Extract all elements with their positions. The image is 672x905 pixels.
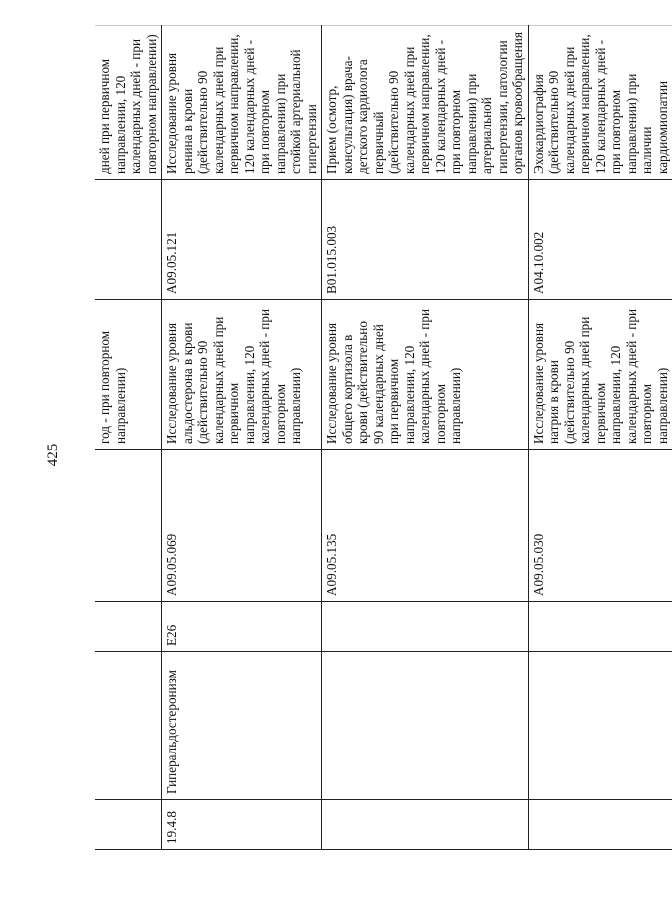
diagnosis-cell bbox=[528, 652, 672, 800]
row-number-cell: 19.4.8 bbox=[162, 800, 322, 850]
service-code-cell: A09.05.135 bbox=[322, 450, 529, 602]
diagnosis-cell bbox=[322, 652, 529, 800]
service-code-cell bbox=[95, 450, 162, 602]
services-table bbox=[95, 25, 672, 850]
table-row bbox=[162, 26, 322, 850]
row-number-cell bbox=[528, 800, 672, 850]
landscape-sheet bbox=[95, 26, 670, 850]
service-code-cell-2: A04.10.002 bbox=[528, 180, 672, 300]
service-code-cell-2: B01.015.003 bbox=[322, 180, 529, 300]
service-name-cell: Исследование уровня натрия в крови (действительно 90 календарных дней при первичном направлении, 120 календарных дней - при повторном направлении) bbox=[528, 300, 672, 450]
service-name-cell: год - при повторном направлении) bbox=[95, 300, 162, 450]
service-code-cell-2 bbox=[95, 180, 162, 300]
service-name-cell-2: Прием (осмотр, консультация) врача-детского кардиолога первичный (действительно 90 календарных дней при первичном направлении, 120 календарных дней - при повторном направлении) при артериальной гипертензии, патологии органов кровообращения bbox=[322, 26, 529, 180]
service-name-cell-2: Исследование уровня ренина в крови (действительно 90 календарных дней при первичном направлении, 120 календарных дней - при повторном направлении) при стойкой артериальной гипертензии bbox=[162, 26, 322, 180]
table-row bbox=[528, 26, 672, 850]
diagnosis-cell: Гиперальдостеронизм bbox=[162, 652, 322, 800]
service-code-cell-2: A09.05.121 bbox=[162, 180, 322, 300]
table-row bbox=[95, 26, 162, 850]
table-row bbox=[322, 26, 529, 850]
service-name-cell-2: дней при первичном направлении, 120 календарных дней - при повторном направлении) bbox=[95, 26, 162, 180]
diagnosis-cell bbox=[95, 652, 162, 800]
icd-code-cell: E26 bbox=[162, 602, 322, 652]
row-number-cell bbox=[95, 800, 162, 850]
service-name-cell: Исследование уровня общего кортизола в крови (действительно 90 календарных дней при первичном направлении, 120 календарных дней - при повторном направлении) bbox=[322, 300, 529, 450]
icd-code-cell bbox=[95, 602, 162, 652]
service-code-cell: A09.05.069 bbox=[162, 450, 322, 602]
row-number-cell bbox=[322, 800, 529, 850]
service-name-cell: Исследование уровня альдостерона в крови (действительно 90 календарных дней при первичном направлении, 120 календарных дней - при повторном направлении) bbox=[162, 300, 322, 450]
page-number: 425 bbox=[45, 443, 61, 467]
icd-code-cell bbox=[528, 602, 672, 652]
icd-code-cell bbox=[322, 602, 529, 652]
service-code-cell: A09.05.030 bbox=[528, 450, 672, 602]
service-name-cell-2: Эхокардиография (действительно 90 календарных дней при первичном направлении, 120 календарных дней - при повторном направлении) при наличии кардиомиопатии bbox=[528, 26, 672, 180]
